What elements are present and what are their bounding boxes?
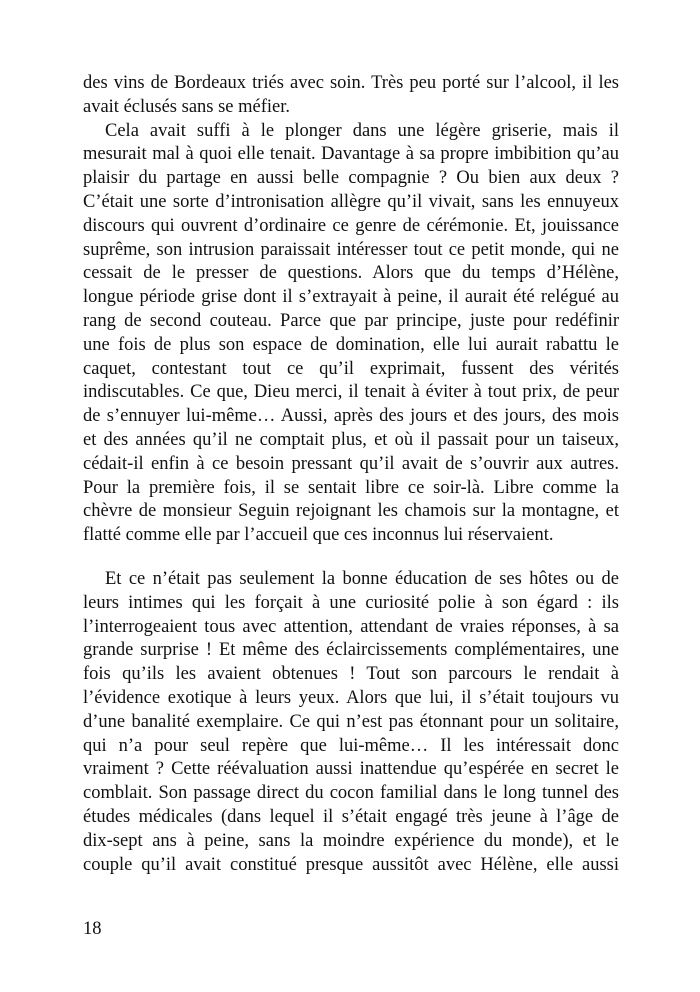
text-line: discours qui ouvrent d’ordinaire ce genre de cérémonie. Et, jouissance bbox=[83, 215, 619, 236]
text-line: couple qu’il avait constitué presque aussitôt avec Hélène, elle aussi bbox=[83, 854, 619, 875]
text-line: études médicales (dans lequel il s’était engagé très jeune à l’âge de bbox=[83, 806, 619, 827]
page-body bbox=[83, 72, 619, 877]
text-line: mesurait mal à quoi elle tenait. Davantage à sa propre imbibition qu’au bbox=[83, 144, 619, 165]
text-line: l’interrogeaient tous avec attention, attendant de vraies réponses, à sa bbox=[83, 616, 619, 637]
text-line: vraiment ? Cette réévaluation aussi inattendue qu’espérée en secret le bbox=[83, 759, 619, 780]
text-line: avait éclusés sans se méfier. bbox=[83, 96, 291, 117]
text-line: Pour la première fois, il se sentait libre ce soir-là. Libre comme la bbox=[83, 477, 619, 498]
text-line: et des années qu’il ne comptait plus, et où il passait pour un taiseux, bbox=[83, 429, 619, 450]
text-line: qui n’a pour seul repère que lui-même… Il les intéressait donc bbox=[83, 735, 619, 756]
text-line: Et ce n’était pas seulement la bonne éducation de ses hôtes ou de bbox=[105, 568, 619, 589]
text-line: d’une banalité exemplaire. Ce qui n’est pas étonnant pour un solitaire, bbox=[83, 711, 619, 732]
text-line: de s’ennuyer lui-même… Aussi, après des jours et des jours, des mois bbox=[83, 406, 619, 427]
paragraph bbox=[83, 120, 619, 548]
text-line: longue période grise dont il s’extrayait à peine, il aurait été relégué au bbox=[83, 287, 619, 308]
text-line: chèvre de monsieur Seguin rejoignant les chamois sur la montagne, et bbox=[83, 501, 619, 522]
text-line: Cela avait suffi à le plonger dans une légère griserie, mais il bbox=[105, 120, 619, 141]
text-line: des vins de Bordeaux triés avec soin. Très peu porté sur l’alcool, il les bbox=[83, 73, 619, 93]
text-line: C’était une sorte d’intronisation allègre qu’il vivait, sans les ennuyeux bbox=[83, 191, 619, 212]
paragraph bbox=[83, 72, 619, 120]
text-line: comblait. Son passage direct du cocon familial dans le long tunnel des bbox=[83, 783, 619, 804]
text-line: plaisir du partage en aussi belle compagnie ? Ou bien aux deux ? bbox=[83, 168, 619, 189]
text-line: cédait-il enfin à ce besoin pressant qu’il avait de s’ouvrir aux autres. bbox=[83, 453, 619, 474]
text-line: leurs intimes qui les forçait à une curiosité polie à son égard : ils bbox=[83, 592, 619, 613]
text-line: grande surprise ! Et même des éclaircissements complémentaires, une bbox=[83, 640, 619, 661]
text-line: suprême, son intrusion paraissait intéresser tout ce petit monde, qui ne bbox=[83, 239, 619, 260]
text-line: dix-sept ans à peine, sans la moindre expérience du monde), et le bbox=[83, 830, 619, 851]
text-line: une fois de plus son espace de domination, elle lui aurait rabattu le bbox=[83, 334, 619, 355]
text-line: l’évidence exotique à leurs yeux. Alors que lui, il s’était toujours vu bbox=[83, 687, 619, 708]
page-number: 18 bbox=[83, 919, 102, 939]
paragraph bbox=[83, 568, 619, 877]
text-line: cessait de le presser de questions. Alors que du temps d’Hélène, bbox=[83, 263, 619, 284]
text-line: caquet, contestant tout ce qu’il exprimait, fussent des vérités bbox=[83, 358, 619, 379]
text-line: rang de second couteau. Parce que par principe, juste pour redéfinir bbox=[83, 310, 619, 331]
text-line: indiscutables. Ce que, Dieu merci, il tenait à éviter à tout prix, de peur bbox=[83, 382, 619, 403]
text-line: fois qu’ils les avaient obtenues ! Tout son parcours le rendait à bbox=[83, 664, 619, 685]
text-line: flatté comme elle par l’accueil que ces inconnus lui réservaient. bbox=[83, 525, 554, 546]
